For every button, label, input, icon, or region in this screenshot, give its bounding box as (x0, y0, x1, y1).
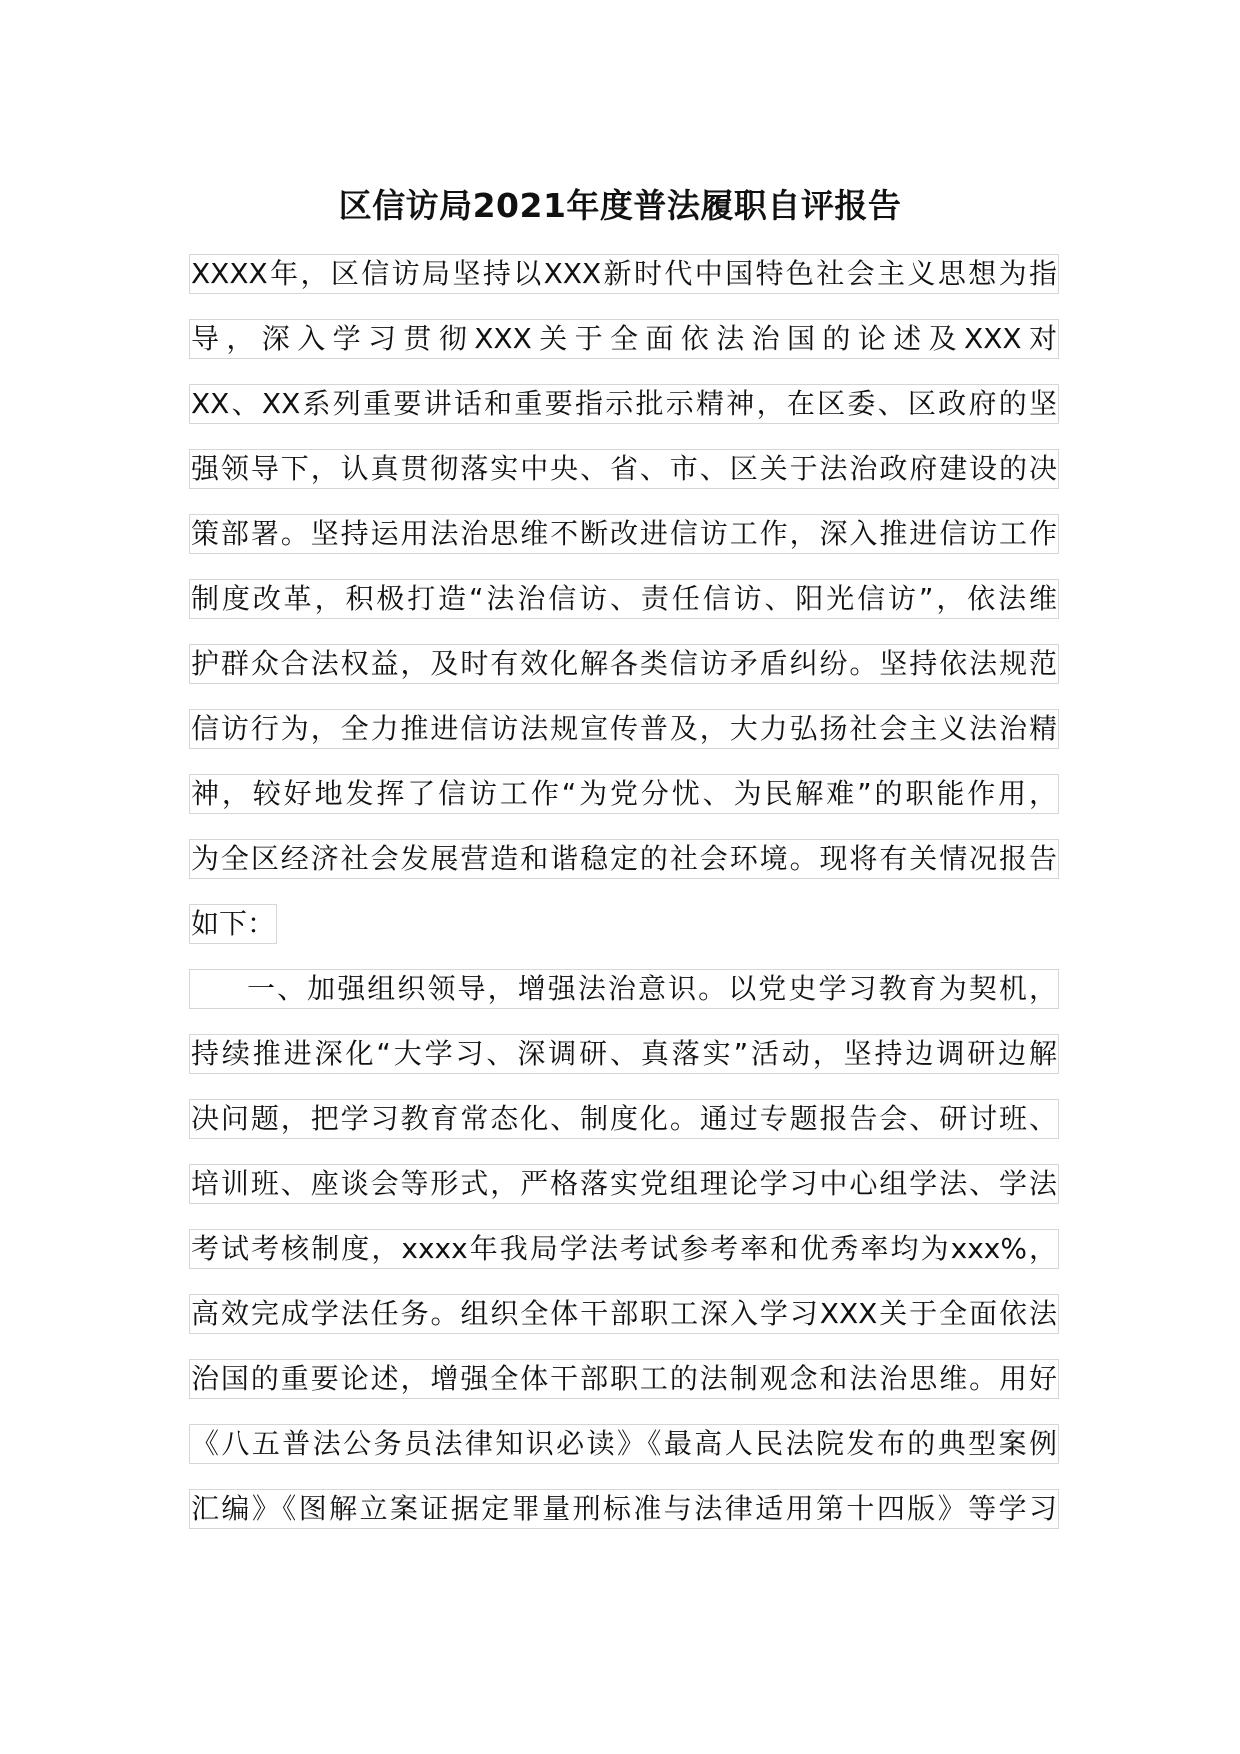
text-line (189, 384, 1059, 449)
text-line-content: 护群众合法权益，及时有效化解各类信访矛盾纠纷。坚持依法规范 (189, 644, 1059, 684)
text-line (189, 1424, 1059, 1489)
text-line-content: 策部署。坚持运用法治思维不断改进信访工作，深入推进信访工作 (189, 514, 1059, 554)
text-line (189, 1359, 1059, 1424)
text-line (189, 839, 1059, 904)
text-line-content: 导，深入学习贯彻XXX关于全面依法治国的论述及XXX对 (189, 319, 1059, 359)
document-body (189, 254, 1059, 1554)
text-line-content: 神，较好地发挥了信访工作“为党分忧、为民解难”的职能作用， (189, 774, 1059, 814)
text-line-content: 持续推进深化“大学习、深调研、真落实”活动，坚持边调研边解 (189, 1034, 1059, 1074)
text-line (189, 254, 1059, 319)
text-line-content: 如下： (189, 904, 277, 944)
text-line-content: 培训班、座谈会等形式，严格落实党组理论学习中心组学法、学法 (189, 1164, 1059, 1204)
text-line (189, 514, 1059, 579)
text-line-content: 考试考核制度，xxxx年我局学法考试参考率和优秀率均为xxx%， (189, 1229, 1059, 1269)
text-line (189, 579, 1059, 644)
text-line-content: XX、XX系列重要讲话和重要指示批示精神，在区委、区政府的坚 (189, 384, 1059, 424)
text-line (189, 709, 1059, 774)
text-line (189, 1294, 1059, 1359)
text-line (189, 449, 1059, 514)
document-title: 区信访局2021年度普法履职自评报告 (338, 186, 902, 225)
text-line (189, 774, 1059, 839)
text-line-content: 高效完成学法任务。组织全体干部职工深入学习XXX关于全面依法 (189, 1294, 1059, 1334)
text-line (189, 1489, 1059, 1554)
section-heading-line: 一、加强组织领导，增强法治意识。以党史学习教育为契机， (189, 969, 1059, 1009)
text-line-content: 《八五普法公务员法律知识必读》《最高人民法院发布的典型案例 (189, 1424, 1059, 1464)
text-line (189, 1034, 1059, 1099)
text-line (189, 969, 1059, 1034)
text-line-content: 决问题，把学习教育常态化、制度化。通过专题报告会、研讨班、 (189, 1099, 1059, 1139)
text-line (189, 1229, 1059, 1294)
text-line-content: 治国的重要论述，增强全体干部职工的法制观念和法治思维。用好 (189, 1359, 1059, 1399)
text-line (189, 319, 1059, 384)
text-line (189, 1164, 1059, 1229)
text-line-content: 汇编》《图解立案证据定罪量刑标准与法律适用第十四版》等学习 (189, 1489, 1059, 1529)
text-line-content: 为全区经济社会发展营造和谐稳定的社会环境。现将有关情况报告 (189, 839, 1059, 879)
text-line-content: XXXX年，区信访局坚持以XXX新时代中国特色社会主义思想为指 (189, 254, 1059, 294)
text-line (189, 904, 1059, 969)
text-line-content: 制度改革，积极打造“法治信访、责任信访、阳光信访”，依法维 (189, 579, 1059, 619)
text-line-content: 信访行为，全力推进信访法规宣传普及，大力弘扬社会主义法治精 (189, 709, 1059, 749)
text-line-content: 强领导下，认真贯彻落实中央、省、市、区关于法治政府建设的决 (189, 449, 1059, 489)
text-line (189, 644, 1059, 709)
text-line (189, 1099, 1059, 1164)
